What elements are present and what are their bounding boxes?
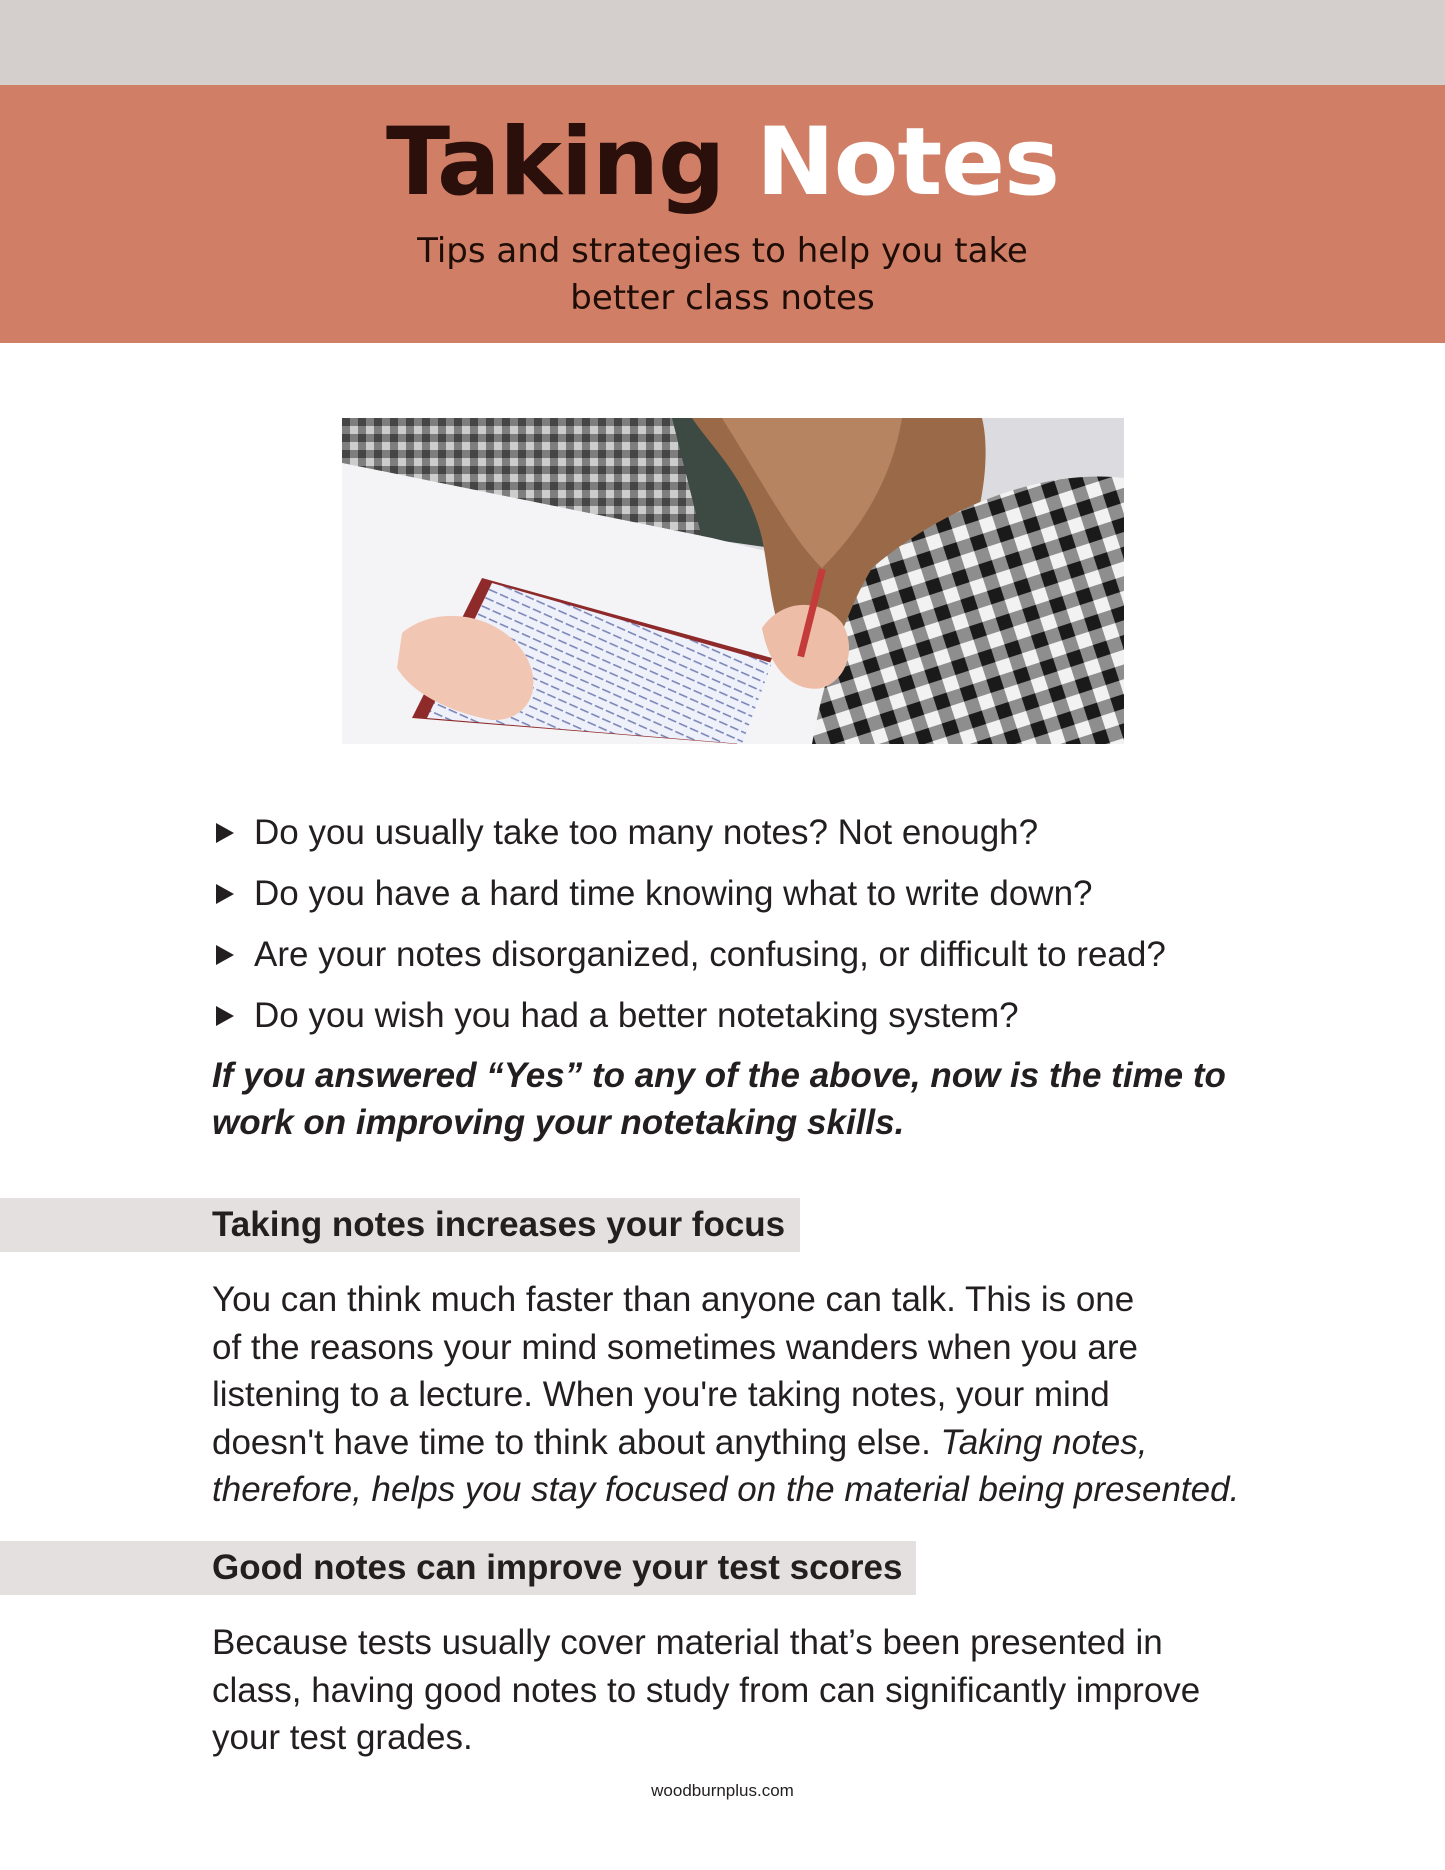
student-writing-notes-photo — [342, 418, 1124, 744]
question-text: Do you have a hard time knowing what to write down? — [254, 873, 1093, 913]
subtitle-line-1: Tips and strategies to help you take — [417, 231, 1028, 271]
question-text: Are your notes disorganized, confusing, or difficult to read? — [254, 934, 1166, 974]
section-heading-bar-focus — [0, 1198, 800, 1252]
triangle-bullet-icon — [216, 1006, 234, 1026]
section-paragraph-focus — [212, 1276, 1272, 1514]
paragraph-emphasis: Taking notes, — [940, 1422, 1148, 1462]
triangle-bullet-icon — [216, 945, 234, 965]
question-text: Do you usually take too many notes? Not enough? — [254, 812, 1039, 852]
triangle-bullet-icon — [216, 823, 234, 843]
question-text: Do you wish you had a better notetaking system? — [254, 995, 1019, 1035]
page-subtitle — [0, 228, 1445, 322]
list-item — [212, 802, 1262, 863]
list-item — [212, 924, 1262, 985]
header-banner — [0, 85, 1445, 343]
paragraph-line: You can think much faster than anyone can talk. This is one — [212, 1280, 1135, 1319]
triangle-bullet-icon — [216, 884, 234, 904]
paragraph-line: your test grades. — [212, 1718, 473, 1757]
page-title — [0, 103, 1445, 223]
section-heading: Taking notes increases your focus — [212, 1205, 786, 1244]
title-word-taking: Taking — [385, 108, 725, 217]
subtitle-line-2: better class notes — [570, 278, 875, 318]
paragraph-line: of the reasons your mind sometimes wanders when you are — [212, 1327, 1139, 1367]
section-paragraph-scores — [212, 1619, 1272, 1762]
paragraph-line: listening to a lecture. When you're taking notes, your mind — [212, 1375, 1110, 1414]
section-heading-bar-scores — [0, 1541, 916, 1595]
paragraph-line — [212, 1466, 1272, 1514]
section-heading: Good notes can improve your test scores — [212, 1548, 903, 1587]
list-item — [212, 863, 1262, 924]
footer-site: woodburnplus.com — [651, 1781, 794, 1800]
callout-text — [212, 1052, 1272, 1146]
callout-line-1: If you answered “Yes” to any of the above, now is the time to — [212, 1056, 1226, 1095]
list-item — [212, 985, 1262, 1046]
callout-line-2: work on improving your notetaking skills. — [212, 1103, 905, 1142]
paragraph-line: class, having good notes to study from can significantly improve — [212, 1670, 1201, 1710]
paragraph-text: doesn't have time to think about anything else. — [212, 1422, 941, 1462]
top-strip — [0, 0, 1445, 85]
question-list — [212, 802, 1262, 1046]
paragraph-line: Because tests usually cover material that’s been presented in — [212, 1623, 1163, 1662]
paragraph-emphasis: therefore, helps you stay focused on the material being presented. — [212, 1470, 1240, 1509]
title-word-notes: Notes — [756, 108, 1059, 217]
paragraph-line — [212, 1419, 1272, 1467]
